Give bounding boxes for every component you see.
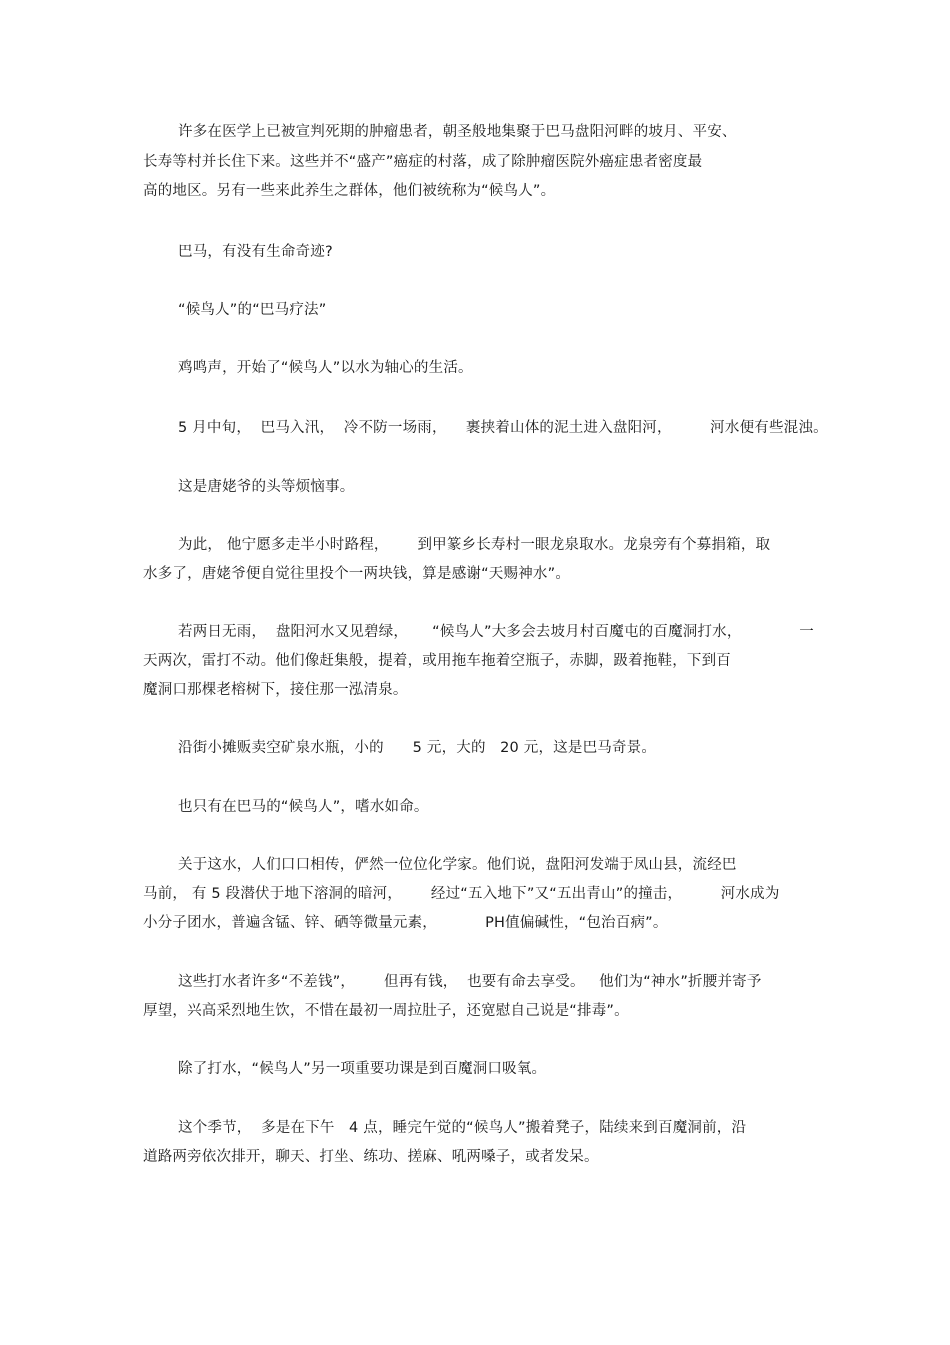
text-line: 这些打水者许多“不差钱”， 但再有钱， 也要有命去享受。 他们为“神水”折腰并寄予 [178,974,762,990]
text-line: 除了打水，“候鸟人”另一项重要功课是到百魔洞口吸氧。 [178,1061,547,1077]
text-line: 小分子团水，普遍含锰、锌、硒等微量元素， PH值偏碱性，“包治百病”。 [143,915,668,931]
text-line: 许多在医学上已被宣判死期的肿瘤患者，朝圣般地集聚于巴马盘阳河畔的坡月、平安、 [178,124,737,140]
text-line: 若两日无雨， 盘阳河水又见碧绿， “候鸟人”大多会去坡月村百魔屯的百魔洞打水， 一 [178,624,814,640]
text-line: 沿街小摊贩卖空矿泉水瓶，小的 5 元，大的 20 元，这是巴马奇景。 [178,740,657,756]
text-line: 长寿等村并长住下来。这些并不“盛产”癌症的村落，成了除肿瘤医院外癌症患者密度最 [143,154,703,170]
text-line: 水多了，唐姥爷便自觉往里投个一两块钱，算是感谢“天赐神水”。 [143,566,571,582]
text-line: 巴马，有没有生命奇迹? [178,244,333,260]
text-line: 5 月中旬， 巴马入汛， 冷不防一场雨， 裹挟着山体的泥土进入盘阳河， 河水便有些混浊。 [178,420,828,436]
text-line: 厚望，兴高采烈地生饮，不惜在最初一周拉肚子，还宽慰自己说是“排毒”。 [143,1003,629,1019]
text-line: 为此， 他宁愿多走半小时路程， 到甲篆乡长寿村一眼龙泉取水。龙泉旁有个募捐箱，取 [178,537,771,553]
text-line: 天两次，雷打不动。他们像赶集般，提着，或用拖车拖着空瓶子，赤脚，趿着拖鞋，下到百 [143,653,731,669]
text-line: 也只有在巴马的“候鸟人”，嗜水如命。 [178,799,429,815]
text-line: 魔洞口那棵老榕树下，接住那一泓清泉。 [143,682,408,698]
text-line: “候鸟人”的“巴马疗法” [178,302,327,318]
text-line: 这个季节， 多是在下午 4 点，睡完午觉的“候鸟人”搬着凳子，陆续来到百魔洞前，沿 [178,1120,747,1136]
text-line: 这是唐姥爷的头等烦恼事。 [178,479,355,495]
text-line: 道路两旁依次排开，聊天、打坐、练功、搓麻、吼两嗓子，或者发呆。 [143,1149,599,1165]
text-line: 马前， 有 5 段潜伏于地下溶洞的暗河， 经过“五入地下”又“五出青山”的撞击， 河水成为 [143,886,780,902]
text-line: 鸡鸣声，开始了“候鸟人”以水为轴心的生活。 [178,360,473,376]
text-line: 高的地区。另有一些来此养生之群体，他们被统称为“候鸟人”。 [143,183,556,199]
text-line: 关于这水，人们口口相传，俨然一位位化学家。他们说，盘阳河发端于凤山县，流经巴 [178,857,737,873]
